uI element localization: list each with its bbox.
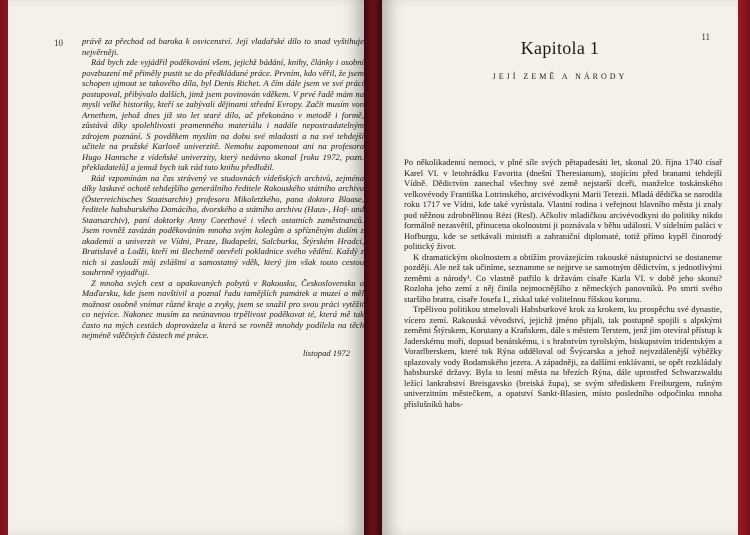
right-page-text [404,157,722,409]
right-page [382,0,738,535]
left-page [8,0,364,535]
chapter-title: Kapitola 1 [520,38,600,58]
right-paragraph-3: Trpělivou politikou stmelovali Habsburkové krok za krokem, ku prospěchu své dynastie, vícero zemí. Rakouská vévodství, jejichž jméno přijali, tak postupně spojili s alpskými zeměmi Štýrskem, Korutany a Kraňskem, dále s městem Terstem, jenž jim otevíral přístup k Jaderskému moři, dopsud benátskému, i s hrabstvím tyrolským, biskupstvím tridentským a Vorarlberskem, které tok Rýna odděloval od Švýcarska a jehož nejvzdálenější výběžky splazovaly vody Bodamského jezera. A západněji, za dalšími enklávami, se opět rozkládaly habsburské državy. Byla to lesní města na březích Rýna, dále uprostřed Schwarzwaldu ležící lankrabství Breisgavsko (breiská župa), se svým střediskem Freiburgem, rušným univerzitním městečkem, a opatství Sankt-Blasien, místo posledního odpočinku mnoha příslušníků habs- [404,304,722,409]
left-paragraph-2: Rád bych zde vyjádřil poděkování všem, jejichž bádání, knihy, články i osobní povzbuzení mě přiměly pustit se do předkládané práce. Prvním, kdo věřil, že jsem schopen ujmout se takového díla, byl Denis Richet. A čím dále jsem ve své práci postupoval, přibývalo dalších, jimž jsem povinován vděkem. V prvé řadě mám na mysli velké historiky, kteří se zabývali dějinami střední Evropy. Začít musím von Arnethem, jehož dnes již sto let staré dílo, ač překonáno v metodě i formě, zůstává díky spolehlivosti pramenného materiálu i nadále nepostradatelným zdrojem poznání. S povděkem myslím na dobu své mladosti a na své tehdejší učitele na pražské Karlově univerzitě. Nemohu zapomenout ani na profesora Hugo Hantsche z vídeňské univerzity, který nedávno skonal [roku 1972, pozn. překladatelů] a jemuž bych tak rád tuto knihu předložil. [82,57,364,172]
signoff-date: listopad 1972 [302,347,350,358]
left-paragraph-1: právě za přechod od baroka k osvicenství. Její vladařské dílo to snad vyštihuje nejvěrněji. [82,36,364,57]
book-gutter [364,0,382,535]
left-paragraph-3: Rád vzpomínám na čas strávený ve studovnách vídeňských archivů, zejména díky laskavé ochotě tehdejšího generálního ředitele Rakouského státního archivu (Österreichisches Staatsarchiv) profesora Mikoletzkého, pana doktora Blaase, ředitele habsburského Domácího, dvorského a státního archivu (Haus-, Hof- und Staatsarchiv), paní doktorky Anny Corethové i všech ostatních zaměstnanců. Jsem rovněž zavázán poděkováním mnoha svým kolegům a spřízněným duším z akademií a univerzit ve Vídni, Praze, Budapešti, Salcburku, Štýrském Hradci, Bratislavě a Lodži, kteří mi šlechetně otevřeli pokladnice svého vědění. Každý z nich si zaslouží můj zvláštní a samostatný vděk, který jim však touto cestou souhrnně vyjadřuji. [82,172,364,277]
left-page-text [82,36,364,358]
right-paragraph-1: Po několikadenní nemoci, v plné síle svých pětapadesáti let, skonal 20. října 1740 císař Karel VI. v letohrádku Favorita (dnešní Theresianum), stojícím před branami tehdejší Vídně. Dědictvím zanechal všechny své země nejstarší dceři, manželce toskánského velkovévody Františka Lotrinského, arcivévodkyni Marii Terezii. Mladá dědička se narodila roku 1717 ve Vídni, kde také vyrůstala. Vlastní rodina i veřejnost hlavního města ji znaly pod něžnou zdrobnělinou Rézi (Resl). Ačkoliv mladičkou arcivévodkyni do politiky nikdo formálně nezasvětil, přinucena okolnostmi ji poznávala v běhu událostí. V sídelním paláci v Hofburgu, kde se setkávali ministři a zahraniční diplomaté, totiž přímo kypěl činorodý politický život. [404,157,722,251]
page-number-right: 11 [701,32,710,42]
right-paragraph-2: K dramatickým okolnostem a obtížím provázejícím rakouské nástupnictví se dostaneme později. Ale než tak učiníme, seznamme se nejprve se samotným dědictvím, s jednotlivými zeměmi a národy¹. Co vlastně patřilo k državám císaře Karla VI. v době jeho skonu? Rozloha jeho zemí z něj činila nejmocnějšího z německých panovníků. Po smrti svého staršího bratra, císaře Josefa I., získal také volitelnou říšskou korunu. [404,251,722,304]
chapter-subtitle: JEJÍ ZEMĚ A NÁRODY [492,72,628,81]
left-paragraph-4: Z mnoha svých cest a opakovaných pobytů v Rakousku, Československu a Maďarsku, kde jsem navštívil a poznal řadu tamějších památek a muzeí a měl možnost osobně vnímat různé kraje a zvyky, jsem se snažil pro svou práci vytěžit co nejvíce. Nakonec musím za neúnavnou trpělivost poděkovat té, která mě tak často na mých cestách doprovázela a která se rovněž mnohdy podílela na těch nejméně vděčných částech mé práce. [82,277,364,340]
page-number-left: 10 [54,38,63,48]
